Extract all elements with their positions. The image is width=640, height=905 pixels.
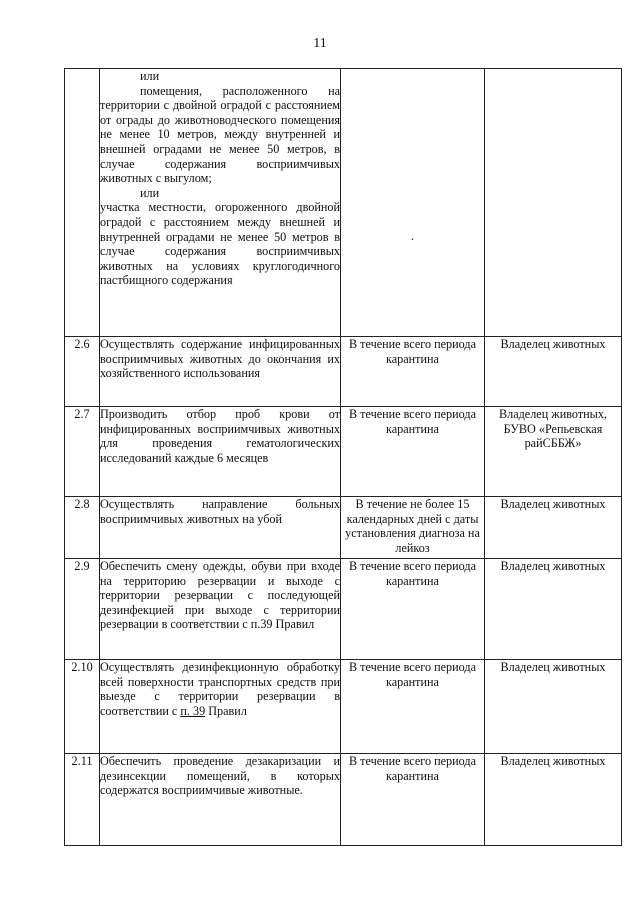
responsible-cell [485,69,622,337]
term-cell: В течение всего периода карантина [341,660,485,754]
measure-cell: Обеспечить смену одежды, обуви при входе на территорию резервации и выходе с территории резервации с последующей дезинфекцией при выходе с территории резервации в соответствии с п.39 Правил [100,559,341,660]
measure-text: Осуществлять дезинфекционную обработку всей поверхности транспортных средств при выезде с территории резервации в соответствии с [100,660,340,718]
measure-text: или [140,185,160,200]
table-row [65,754,622,846]
row-number-cell: 2.10 [65,660,100,754]
responsible-cell: Владелец животных [485,337,622,407]
table-row-continuation [65,69,622,337]
measure-text: помещения, расположенного на территории с двойной оградой с расстоянием от ограды до животноводческого помещения не менее 10 метров, между внутренней и внешней оградами не менее 50 метров, в случае содержания восприимчивых животных с выгулом; [100,83,340,186]
row-number-cell [65,69,100,337]
term-cell: В течение всего периода карантина [341,337,485,407]
measure-cell [100,69,341,337]
term-mark: . [410,229,415,243]
measure-cell: Осуществлять направление больных восприимчивых животных на убой [100,497,341,559]
responsible-cell: Владелец животных [485,497,622,559]
measure-cell [100,660,341,754]
responsible-cell: Владелец животных [485,754,622,846]
measure-cell: Осуществлять содержание инфицированных восприимчивых животных до окончания их хозяйственного использования [100,337,341,407]
row-number-cell: 2.6 [65,337,100,407]
measure-cell: Обеспечить проведение дезакаризации и дезинсекции помещений, в которых содержатся восприимчивые животные. [100,754,341,846]
measure-text: участка местности, огороженного двойной оградой с расстоянием между внешней и внутренней оградами не менее 50 метров в случае содержания восприимчивых животных на условиях круглогодичного пастбищного содержания [100,200,340,288]
table-row [65,559,622,660]
term-cell: В течение всего периода карантина [341,754,485,846]
table-row [65,497,622,559]
measures-table [64,68,622,846]
table-row [65,660,622,754]
table-row [65,337,622,407]
term-cell: В течение всего периода карантина [341,559,485,660]
row-number-cell: 2.8 [65,497,100,559]
term-cell: В течение не более 15 календарных дней с даты установления диагноза на лейкоз [341,497,485,559]
responsible-cell: Владелец животных [485,559,622,660]
table-row [65,407,622,497]
page-number: 11 [313,36,327,51]
term-cell [341,69,485,337]
responsible-cell: Владелец животных, БУВО «Репьевская райСББЖ» [485,407,622,497]
term-cell: В течение всего периода карантина [341,407,485,497]
measure-text: или [140,69,160,83]
row-number-cell: 2.11 [65,754,100,846]
measure-text: Правил [208,703,247,718]
row-number-cell: 2.7 [65,407,100,497]
rule-reference-link[interactable]: п. 39 [180,703,206,718]
measure-cell: Производить отбор проб крови от инфицированных восприимчивых животных для проведения гематологических исследований каждые 6 месяцев [100,407,341,497]
responsible-cell: Владелец животных [485,660,622,754]
row-number-cell: 2.9 [65,559,100,660]
